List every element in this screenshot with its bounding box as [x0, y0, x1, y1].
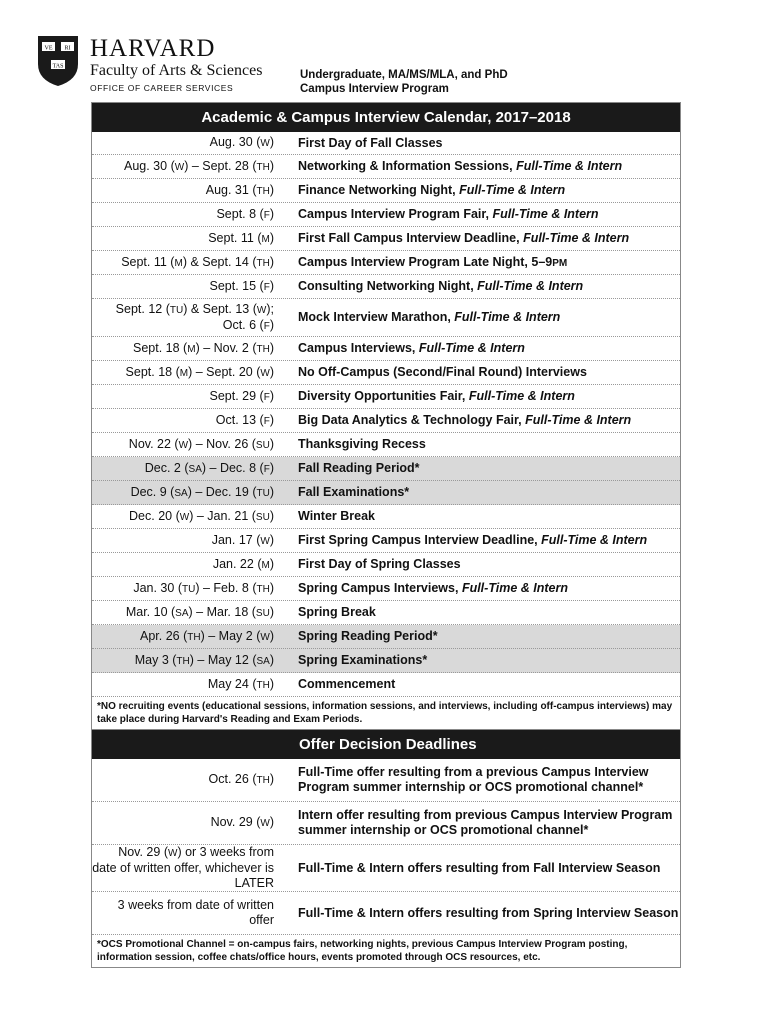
offer-row-event: Full-Time & Intern offers resulting from Fall Interview Season — [298, 860, 661, 875]
calendar-row — [92, 481, 680, 505]
calendar-row-event — [286, 485, 680, 500]
calendar-row-date: Jan. 17 (W) — [211, 532, 274, 547]
event-name: Commencement — [298, 677, 396, 691]
calendar-row-event — [286, 279, 680, 294]
event-name: Fall Reading Period* — [298, 461, 420, 475]
calendar-row-date: Aug. 31 (TH) — [205, 182, 274, 197]
offer-row — [92, 759, 680, 802]
event-audience: Full-Time & Intern — [450, 310, 561, 324]
calendar-row-date: Sept. 29 (F) — [209, 388, 274, 403]
event-name: Spring Examinations* — [298, 653, 428, 667]
calendar-row-event — [286, 365, 680, 380]
event-audience: Full-Time & Intern — [465, 389, 575, 403]
event-name: Fall Examinations* — [298, 485, 410, 499]
calendar-row-event — [286, 677, 680, 692]
calendar-row — [92, 203, 680, 227]
calendar-row-event — [286, 231, 680, 246]
svg-text:VE: VE — [44, 45, 53, 52]
calendar-row-date: Aug. 30 (W) — [209, 135, 274, 149]
page-header — [36, 34, 736, 100]
event-audience: Full-Time & Intern — [473, 279, 584, 293]
event-name: Campus Interview Program Fair, — [298, 207, 490, 221]
event-name: Spring Campus Interviews, — [298, 581, 459, 595]
calendar-row — [92, 227, 680, 251]
svg-text:RI: RI — [64, 45, 71, 52]
calendar-row-date: Mar. 10 (SA) – Mar. 18 (SU) — [125, 604, 274, 619]
event-name: Spring Reading Period* — [298, 629, 438, 643]
offers-title-bar — [92, 730, 680, 759]
event-name: First Fall Campus Interview Deadline, — [298, 231, 520, 245]
calendar-row-event — [286, 581, 680, 596]
program-line-1: Undergraduate, MA/MS/MLA, and PhD — [300, 69, 508, 81]
calendar-row — [92, 155, 680, 179]
calendar-row — [92, 275, 680, 299]
calendar-row — [92, 337, 680, 361]
offer-row-date: 3 weeks from date of written offer — [117, 898, 274, 927]
calendar-row — [92, 409, 680, 433]
brand-block — [90, 36, 262, 93]
calendar-row — [92, 179, 680, 203]
calendar-row — [92, 251, 680, 275]
event-audience: Full-Time & Intern — [519, 231, 630, 245]
calendar-row-event — [286, 255, 680, 271]
calendar-row-date: Jan. 30 (TU) – Feb. 8 (TH) — [133, 580, 274, 595]
offer-row-event: Full-Time offer resulting from a previous Campus Interview Program summer internship or OCS promotional channel* — [298, 765, 649, 794]
offer-rows — [92, 759, 680, 935]
event-audience: Full-Time & Intern — [415, 341, 525, 355]
calendar-row-event — [286, 136, 680, 151]
calendar-row-event — [286, 389, 680, 404]
calendar-row — [92, 553, 680, 577]
offer-row-event: Full-Time & Intern offers resulting from Spring Interview Season — [298, 905, 679, 920]
event-audience: Full-Time & Intern — [512, 159, 623, 173]
calendar-row-date: Sept. 18 (M) – Nov. 2 (TH) — [133, 340, 274, 355]
calendar-row — [92, 577, 680, 601]
calendar-row — [92, 457, 680, 481]
calendar-row-event — [286, 533, 680, 548]
calendar-row-event — [286, 341, 680, 356]
calendar-row-event — [286, 183, 680, 198]
calendar-title: Academic & Campus Interview Calendar, 2017–2018 — [92, 103, 680, 132]
calendar-row-date: Aug. 30 (W) – Sept. 28 (TH) — [124, 158, 274, 173]
event-name: Mock Interview Marathon, — [298, 310, 451, 324]
event-audience: Full-Time & Intern — [537, 533, 648, 547]
event-name: First Day of Fall Classes — [298, 135, 443, 150]
calendar-row-event — [286, 437, 680, 452]
faculty-name: Faculty of Arts & Sciences — [90, 62, 263, 79]
event-name: First Spring Campus Interview Deadline, — [298, 533, 538, 547]
calendar-row-date: Sept. 11 (M) — [208, 230, 274, 245]
calendar-row-date: Dec. 20 (W) – Jan. 21 (SU) — [129, 508, 274, 523]
event-name: No Off-Campus (Second/Final Round) Interviews — [298, 365, 587, 379]
offer-row — [92, 845, 680, 892]
calendar-row-event — [286, 557, 680, 572]
event-audience: Full-Time & Intern — [458, 581, 568, 595]
calendar-row — [92, 601, 680, 625]
calendar-row-event — [286, 207, 680, 222]
calendar-table — [91, 102, 681, 968]
calendar-row-date: Sept. 8 (F) — [216, 206, 274, 221]
calendar-row — [92, 505, 680, 529]
calendar-row-date: May 3 (TH) – May 12 (SA) — [134, 652, 274, 667]
calendar-row-event — [286, 310, 680, 325]
calendar-row-event — [286, 605, 680, 620]
event-name: Thanksgiving Recess — [298, 437, 426, 451]
event-audience: Full-Time & Intern — [455, 183, 566, 197]
calendar-row-date: Nov. 22 (W) – Nov. 26 (SU) — [128, 436, 274, 451]
calendar-row-date: Sept. 11 (M) & Sept. 14 (TH) — [121, 254, 274, 269]
calendar-row-event — [286, 629, 680, 644]
calendar-row-date: Jan. 22 (M) — [212, 556, 274, 571]
calendar-row — [92, 385, 680, 409]
calendar-footnote: *NO recruiting events (educational sessions, information sessions, and interviews, including off-campus interviews) may take place during Harvard's Reading and Exam Periods. — [92, 697, 680, 730]
calendar-row-date: Sept. 12 (TU) & Sept. 13 (W); Oct. 6 (F) — [115, 301, 274, 332]
offer-row — [92, 892, 680, 935]
event-audience: Full-Time & Intern — [489, 207, 599, 221]
event-name: Networking & Information Sessions, — [298, 159, 513, 173]
calendar-row-date: Sept. 18 (M) – Sept. 20 (W) — [125, 364, 274, 379]
calendar-row — [92, 649, 680, 673]
event-audience: Full-Time & Intern — [521, 413, 632, 427]
calendar-row — [92, 299, 680, 337]
event-name: Big Data Analytics & Technology Fair, — [298, 413, 522, 427]
offer-row-event: Intern offer resulting from previous Campus Interview Program summer internship or OCS promotional channel* — [298, 808, 673, 837]
calendar-row — [92, 625, 680, 649]
event-name: Diversity Opportunities Fair, — [298, 389, 466, 403]
calendar-row-event — [286, 461, 680, 476]
event-name: Consulting Networking Night, — [298, 279, 474, 293]
calendar-row-date: Dec. 2 (SA) – Dec. 8 (F) — [144, 460, 274, 475]
offer-row-date: Nov. 29 (W) — [210, 815, 274, 829]
offers-footnote: *OCS Promotional Channel = on-campus fairs, networking nights, previous Campus Interview Program posting, information session, coffee chats/office hours, events promoted through OCS resources, etc. — [97, 939, 628, 963]
calendar-row-date: Sept. 15 (F) — [209, 278, 274, 293]
calendar-row — [92, 673, 680, 697]
calendar-row — [92, 132, 680, 155]
offer-row-date: Oct. 26 (TH) — [208, 772, 274, 786]
calendar-row-date: Dec. 9 (SA) – Dec. 19 (TU) — [130, 484, 274, 499]
calendar-row-event — [286, 159, 680, 174]
calendar-rows — [92, 132, 680, 697]
university-name: HARVARD — [90, 35, 216, 62]
svg-text:TAS: TAS — [52, 63, 64, 70]
program-line-2: Campus Interview Program — [300, 83, 449, 95]
offer-row — [92, 802, 680, 845]
calendar-row — [92, 529, 680, 553]
calendar-row-event — [286, 653, 680, 668]
harvard-shield-icon — [36, 34, 80, 88]
offer-row-date: Nov. 29 (W) or 3 weeks from date of written offer, whichever is LATER — [92, 845, 274, 890]
calendar-row-event — [286, 509, 680, 524]
calendar-row-date: Apr. 26 (TH) – May 2 (W) — [140, 628, 274, 643]
event-name: Finance Networking Night, — [298, 183, 456, 197]
calendar-row — [92, 361, 680, 385]
office-name: OFFICE OF CAREER SERVICES — [90, 83, 234, 93]
calendar-row — [92, 433, 680, 457]
event-name: Spring Break — [298, 605, 376, 619]
program-title — [300, 68, 508, 96]
event-name: First Day of Spring Classes — [298, 557, 461, 571]
event-name: Campus Interviews, — [298, 341, 416, 355]
offers-title: Offer Decision Deadlines — [299, 736, 477, 753]
event-name: Winter Break — [298, 509, 375, 523]
calendar-row-date: Oct. 13 (F) — [215, 412, 274, 427]
event-name: Campus Interview Program Late Night, 5–9PM — [298, 254, 568, 269]
calendar-row-event — [286, 413, 680, 428]
calendar-row-date: May 24 (TH) — [207, 676, 274, 691]
